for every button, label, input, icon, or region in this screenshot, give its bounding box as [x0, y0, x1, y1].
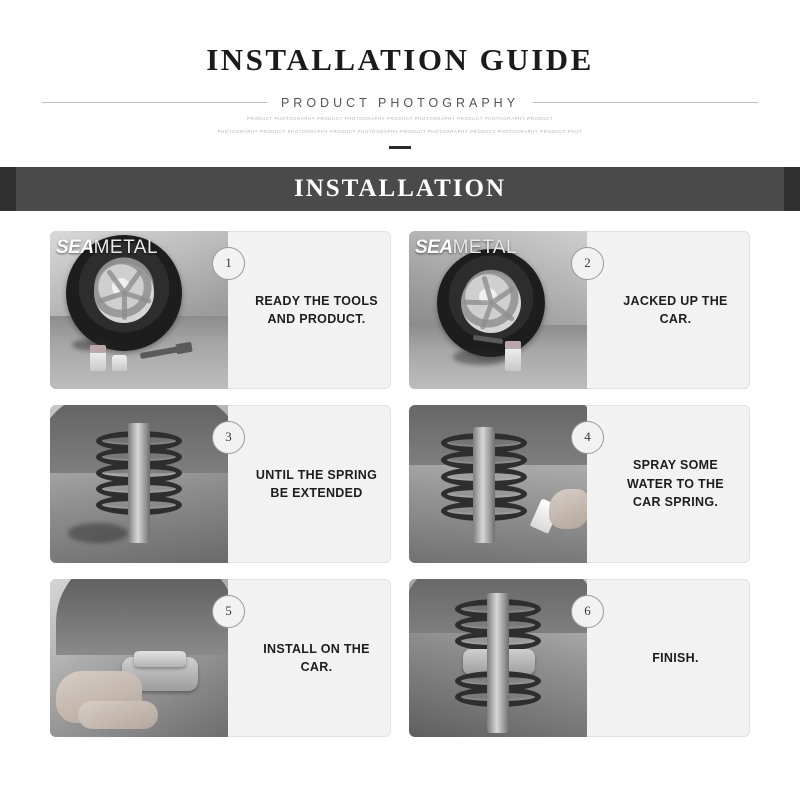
brand-logo — [56, 237, 158, 259]
brand-name-bold: SEA — [56, 236, 94, 258]
photo-artwork — [50, 405, 228, 563]
step-caption: SPRAY SOME WATER TO THE CAR SPRING. — [627, 458, 724, 509]
divider-left — [42, 102, 270, 103]
step-photo — [409, 579, 587, 737]
step-photo — [50, 579, 228, 737]
step-number: 4 — [571, 421, 604, 454]
title-dash — [389, 146, 411, 149]
photo-artwork — [409, 579, 587, 737]
step-photo — [50, 231, 228, 389]
step-caption: JACKED UP THE CAR. — [623, 293, 728, 326]
step-card — [409, 231, 750, 389]
step-card — [50, 405, 391, 563]
page-title: INSTALLATION GUIDE — [206, 42, 594, 77]
section-title: INSTALLATION — [293, 174, 506, 202]
step-number: 5 — [212, 595, 245, 628]
step-number: 3 — [212, 421, 245, 454]
steps-grid — [50, 231, 750, 737]
divider-right — [530, 102, 758, 103]
fine-print-line-1: PRODUCT PHOTOGRAPHY PRODUCT PHOTOGRAPHY PRODUCT PHOTOGRAPHY PRODUCT PHOTOGRAPHY PRODUCT — [246, 116, 554, 121]
step-number: 6 — [571, 595, 604, 628]
brand-logo — [415, 237, 517, 259]
brand-name-bold: SEA — [415, 236, 453, 258]
step-number: 2 — [571, 247, 604, 280]
step-caption: READY THE TOOLS AND PRODUCT. — [255, 293, 378, 326]
step-caption: INSTALL ON THE CAR. — [263, 641, 370, 674]
brand-name-light: METAL — [452, 236, 518, 258]
step-photo — [409, 231, 587, 389]
page-subtitle: PRODUCT PHOTOGRAPHY — [267, 96, 533, 110]
step-photo — [409, 405, 587, 563]
step-card — [50, 579, 391, 737]
step-card — [50, 231, 391, 389]
step-photo — [50, 405, 228, 563]
page-header — [0, 0, 800, 149]
photo-artwork — [409, 405, 587, 563]
brand-name-light: METAL — [93, 236, 159, 258]
step-card — [409, 579, 750, 737]
photo-artwork — [50, 579, 228, 737]
step-caption: UNTIL THE SPRING BE EXTENDED — [255, 467, 378, 500]
step-caption: FINISH. — [652, 650, 699, 665]
step-number: 1 — [212, 247, 245, 280]
step-card — [409, 405, 750, 563]
section-band — [0, 167, 800, 211]
fine-print-line-2: PHOTOGRAPHY PRODUCT PHOTOGRAPHY PRODUCT PHOTOGRAPHY PRODUCT PHOTOGRAPHY PRODUCT PHOTOGRAPHY PRODUCT PHOT — [217, 128, 583, 134]
subtitle-row — [0, 94, 800, 110]
